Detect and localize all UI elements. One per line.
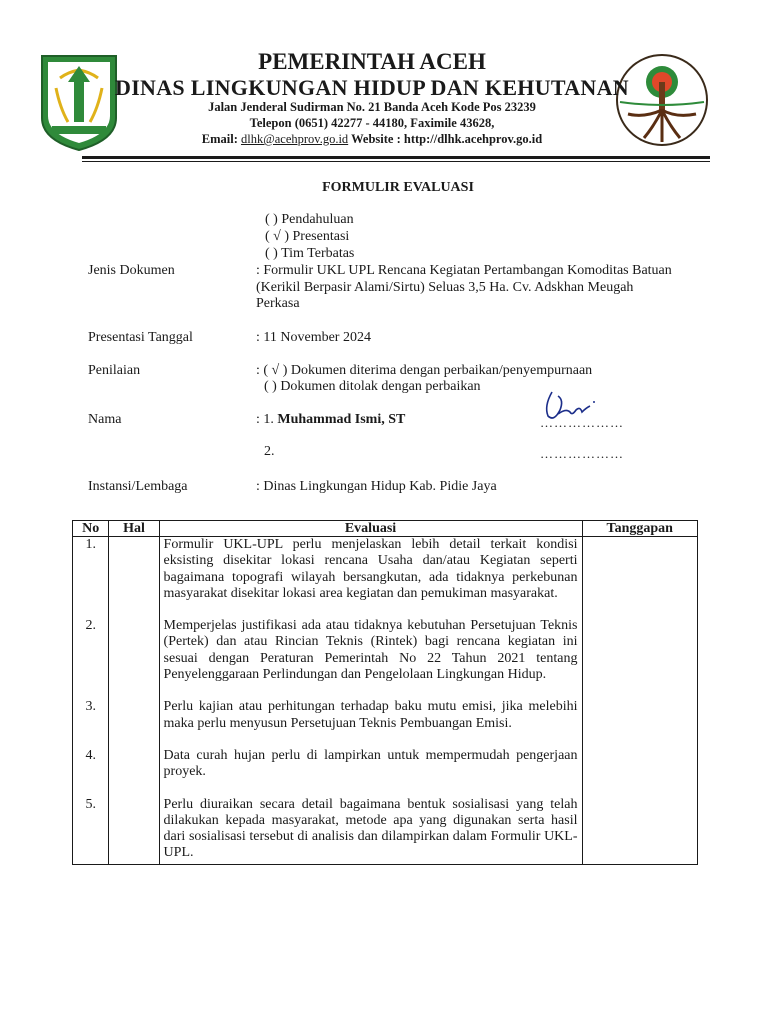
nama-label: Nama <box>88 412 122 427</box>
letterhead-divider-thin <box>82 161 710 162</box>
option-tim-terbatas <box>265 246 354 262</box>
row-number: 2. <box>73 618 109 699</box>
table-row <box>73 797 698 865</box>
row-evaluasi: Memperjelas justifikasi ada atau tidaknya kebutuhan Persetujuan Teknis (Pertek) dan atau Rincian Teknis (Rintek) bagi rencana kegiatan ini sesuai dengan Peraturan Pemerintah No 22 Tahun 2021 tentang Penyelenggaraan Perlindungan dan Pengelolaan Lingkungan Hidup. <box>159 618 582 699</box>
nama-1 <box>256 412 405 428</box>
evaluation-table <box>72 520 698 865</box>
row-number: 3. <box>73 699 109 748</box>
penilaian-option-ditolak: ( ) Dokumen ditolak dengan perbaikan <box>264 379 481 394</box>
letterhead-department: DINAS LINGKUNGAN HIDUP DAN KEHUTANAN <box>115 75 629 100</box>
row-evaluasi: Perlu kajian atau perhitungan terhadap baku mutu emisi, jika melebihi maka perlu menyusun Persetujuan Teknis Pembuangan Emisi. <box>159 699 582 748</box>
email-link[interactable]: dlhk@acehprov.go.id <box>240 132 349 146</box>
letterhead-address: Jalan Jenderal Sudirman No. 21 Banda Aceh Kode Pos 23239 <box>208 100 536 114</box>
signature-line-2: ……………… <box>540 446 624 461</box>
website-link[interactable]: http://dlhk.acehprov.go.id <box>403 132 543 146</box>
header-tanggapan: Tanggapan <box>582 521 698 537</box>
email-label: Email: <box>201 132 238 146</box>
presentasi-tanggal-label: Presentasi Tanggal <box>88 330 193 345</box>
table-row <box>73 537 698 619</box>
signature-line-1: ……………… <box>540 415 624 430</box>
row-number: 4. <box>73 748 109 797</box>
presentasi-tanggal-value: : 11 November 2024 <box>256 330 371 345</box>
instansi-label: Instansi/Lembaga <box>88 479 188 494</box>
letterhead-contact <box>0 132 756 147</box>
option-label: Presentasi <box>292 229 350 244</box>
row-tanggapan <box>582 797 698 865</box>
option-label: Pendahuluan <box>281 212 354 227</box>
letterhead-phone: Telepon (0651) 42277 - 44180, Faximile 43628, <box>249 116 495 130</box>
row-tanggapan <box>582 699 698 748</box>
header-hal: Hal <box>109 521 159 537</box>
penilaian-option-diterima: : ( √ ) Dokumen diterima dengan perbaikan/penyempurnaan <box>256 363 593 378</box>
row-evaluasi: Data curah hujan perlu di lampirkan untuk mempermudah pengerjaan proyek. <box>159 748 582 797</box>
jenis-dokumen-value: : Formulir UKL UPL Rencana Kegiatan Pertambangan Komoditas Batuan (Kerikil Berpasir Alami/Sirtu) Seluas 3,5 Ha. Cv. Adskhan Meugah Perkasa <box>256 263 672 311</box>
table-row <box>73 699 698 748</box>
row-tanggapan <box>582 748 698 797</box>
option-pendahuluan <box>265 212 354 228</box>
row-hal <box>109 537 159 619</box>
header-evaluasi: Evaluasi <box>159 521 582 537</box>
row-hal <box>109 797 159 865</box>
option-mark: ( ) <box>265 246 278 261</box>
option-mark: ( √ ) <box>265 229 290 244</box>
penilaian-label: Penilaian <box>88 363 141 378</box>
row-number: 5. <box>73 797 109 865</box>
website-label: Website : <box>351 132 401 146</box>
row-hal <box>109 699 159 748</box>
nama-2-number: 2. <box>264 444 275 459</box>
table-row <box>73 618 698 699</box>
jenis-dokumen-label: Jenis Dokumen <box>88 263 175 278</box>
nama-1-value: Muhammad Ismi, ST <box>277 412 406 427</box>
option-mark: ( ) <box>265 212 278 227</box>
nama-1-number: : 1. <box>256 412 274 427</box>
instansi-value: : Dinas Lingkungan Hidup Kab. Pidie Jaya <box>256 479 497 494</box>
header-no: No <box>73 521 109 537</box>
row-hal <box>109 618 159 699</box>
row-hal <box>109 748 159 797</box>
row-evaluasi: Perlu diuraikan secara detail bagaimana bentuk sosialisasi yang telah dilakukan kepada masyarakat, metode apa yang digunakan serta hasil dari sosialisasi tersebut di analisis dan dilampirkan dalam Formulir UKL-UPL. <box>159 797 582 865</box>
option-label: Tim Terbatas <box>281 246 355 261</box>
table-row <box>73 748 698 797</box>
row-evaluasi: Formulir UKL-UPL perlu menjelaskan lebih detail terkait kondisi eksisting disekitar lokasi rencana Usaha dan/atau Kegiatan seperti bagaimana topografi wilayah bersangkutan, ada tidaknya perkebunan masyarakat disekitar lokasi area kegiatan dan pemukiman masyarakat. <box>159 537 582 619</box>
row-tanggapan <box>582 537 698 619</box>
letterhead-divider <box>82 156 710 159</box>
row-number: 1. <box>73 537 109 619</box>
form-title: FORMULIR EVALUASI <box>322 180 474 195</box>
option-presentasi <box>265 229 349 245</box>
letterhead-government: PEMERINTAH ACEH <box>258 49 486 74</box>
table-header-row <box>73 521 698 537</box>
row-tanggapan <box>582 618 698 699</box>
